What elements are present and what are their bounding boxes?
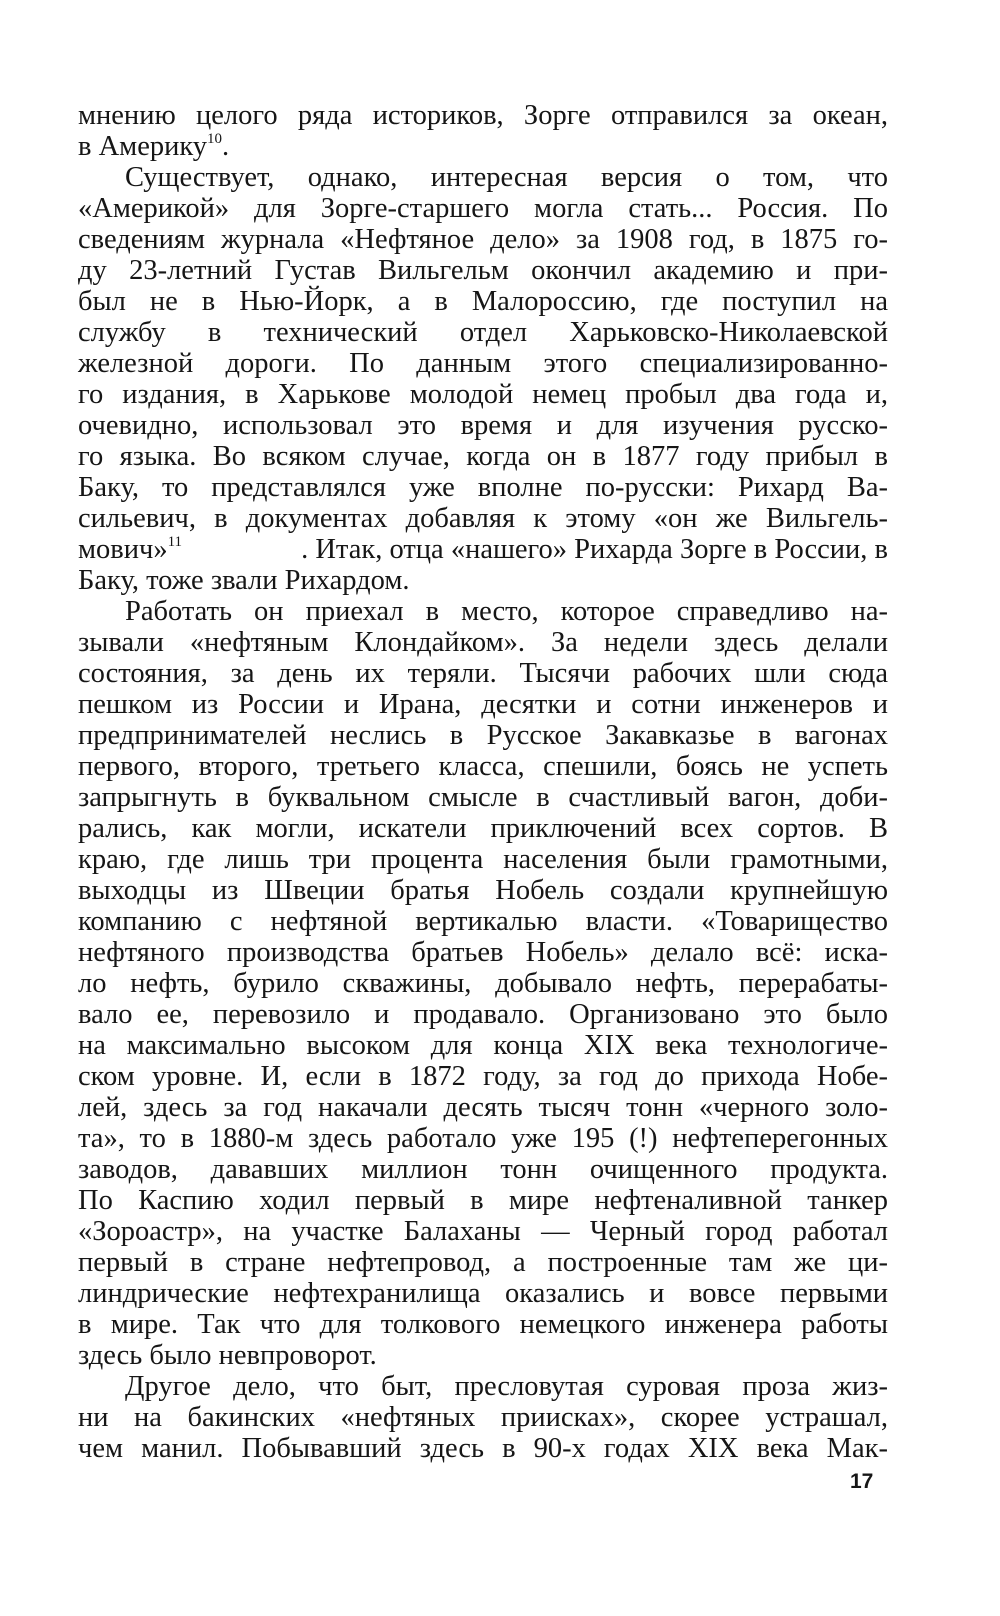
- text-line: нефтяного производства братьев Нобель» делало всё: иска-: [78, 937, 888, 968]
- text-line: краю, где лишь три процента населения были грамотными,: [78, 844, 888, 875]
- text-line: службу в технический отдел Харьковско-Николаевской: [78, 317, 888, 348]
- text-line: ском уровне. И, если в 1872 году, за год до прихода Нобе-: [78, 1061, 888, 1092]
- footnote-ref: 10: [207, 131, 223, 147]
- text-line: компанию с нефтяной вертикалью власти. «Товарищество: [78, 906, 888, 937]
- text-line: заводов, дававших миллион тонн очищенного продукта.: [78, 1154, 888, 1185]
- text-line: ло нефть, бурило скважины, добывало нефть, перерабаты-: [78, 968, 888, 999]
- footnote-ref: 11: [167, 534, 183, 550]
- paragraph-start-line: Работать он приехал в место, которое справедливо на-: [125, 596, 888, 627]
- text-line: первый в стране нефтепровод, а построенные там же ци-: [78, 1247, 888, 1278]
- text-line: состояния, за день их теряли. Тысячи рабочих шли сюда: [78, 658, 888, 689]
- text-line: Баку, тоже звали Рихардом.: [78, 565, 410, 596]
- text-line: запрыгнуть в буквальном смысле в счастливый вагон, доби-: [78, 782, 888, 813]
- paragraph-start-line: Существует, однако, интересная версия о том, что: [125, 162, 888, 193]
- text-line: первого, второго, третьего класса, спешили, боясь не успеть: [78, 751, 888, 782]
- text-line: железной дороги. По данным этого специализированно-: [78, 348, 888, 379]
- text-line: чем манил. Побывавший здесь в 90-х годах XIX века Мак-: [78, 1433, 888, 1464]
- text-line: очевидно, использовал это время и для изучения русско-: [78, 410, 888, 441]
- text-line: здесь было невпроворот.: [78, 1340, 377, 1371]
- text-line: По Каспию ходил первый в мире нефтеналивной танкер: [78, 1185, 888, 1216]
- text-line: сведениям журнала «Нефтяное дело» за 1908 год, в 1875 го-: [78, 224, 888, 255]
- text-line: зывали «нефтяным Клондайком». За недели здесь делали: [78, 627, 888, 658]
- paragraph-start-line: Другое дело, что быт, пресловутая суровая проза жиз-: [125, 1371, 888, 1402]
- text-line: ду 23-летний Густав Вильгельм окончил академию и при-: [78, 255, 888, 286]
- text-line: та», то в 1880-м здесь работало уже 195 (!) нефтеперегонных: [78, 1123, 888, 1154]
- text-line: мнению целого ряда историков, Зорге отправился за океан,: [78, 100, 888, 131]
- text-fragment: .: [222, 131, 230, 162]
- text-line: вало ее, перевозило и продавало. Организовано это было: [78, 999, 888, 1030]
- text-fragment: в Америку: [78, 131, 208, 162]
- text-line: рались, как могли, искатели приключений всех сортов. В: [78, 813, 888, 844]
- text-line: го издания, в Харькове молодой немец пробыл два года и,: [78, 379, 888, 410]
- text-line: [78, 534, 888, 566]
- text-fragment: . Итак, отца «нашего» Рихарда Зорге в России, в: [301, 534, 888, 565]
- text-line: лей, здесь за год накачали десять тысяч тонн «черного золо-: [78, 1092, 888, 1123]
- text-line: предпринимателей неслись в Русское Закавказье в вагонах: [78, 720, 888, 751]
- text-line: на максимально высоком для конца XIX века технологиче-: [78, 1030, 888, 1061]
- text-line: Баку, то представлялся уже вполне по-русски: Рихард Ва-: [78, 472, 888, 503]
- page-number: 17: [850, 1470, 874, 1493]
- text-line: «Зороастр», на участке Балаханы — Черный город работал: [78, 1216, 888, 1247]
- text-line: выходцы из Швеции братья Нобель создали крупнейшую: [78, 875, 888, 906]
- text-line: «Америкой» для Зорге-старшего могла стать... Россия. По: [78, 193, 888, 224]
- text-line: го языка. Во всяком случае, когда он в 1877 году прибыл в: [78, 441, 888, 472]
- text-line: ни на бакинских «нефтяных приисках», скорее устрашал,: [78, 1402, 888, 1433]
- text-line: [78, 131, 888, 163]
- text-line: в мире. Так что для толкового немецкого инженера работы: [78, 1309, 888, 1340]
- text-line: сильевич, в документах добавляя к этому «он же Вильгель-: [78, 503, 888, 534]
- text-line: линдрические нефтехранилища оказались и вовсе первыми: [78, 1278, 888, 1309]
- text-fragment: мович»$^{11}$: [78, 534, 183, 565]
- text-line: пешком из России и Ирана, десятки и сотни инженеров и: [78, 689, 888, 720]
- text-line: был не в Нью-Йорк, а в Малороссию, где поступил на: [78, 286, 888, 317]
